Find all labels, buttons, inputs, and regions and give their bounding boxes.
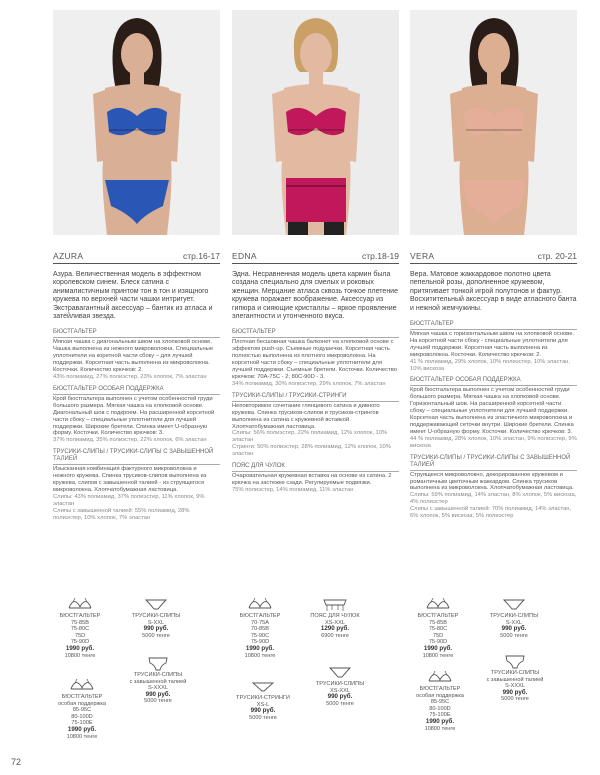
photo-frame (232, 10, 399, 235)
product-size: 75-85B (70, 619, 90, 626)
product-price-kzt: 5000 тенге (501, 696, 529, 703)
spec-block (410, 455, 577, 520)
spec-composition: Слипы: 56% полиэстер, 22% полиамид, 12% хлопок, 10% эластан Стринги: 50% полиэстер, 28% полиамид, 12% хлопок, 10% эластан (232, 430, 391, 458)
model-photo (53, 10, 220, 235)
product-price-kzt: 5000 тенге (249, 714, 277, 721)
spec-list (410, 321, 577, 520)
catalog-pages: стр. 20-21 (537, 251, 577, 261)
spec-block (232, 393, 399, 458)
product-price-rub: 1290 руб. (320, 625, 350, 633)
collection-description: Вера. Матовое жаккардовое полотно цвета пепельной розы, дополненное кружевом, притягивает тонкой игрой полутонов и фактур. Восхитительный аксессуар в виде атласного банта и нежной жемчужины. (410, 271, 577, 312)
spec-body: Мягкая чашка с горизонтальным швом на хлопковой основе. На корсетной части сбоку - специальные уплотнители для лучшей поддержки. Корсетная часть выполнена из микроволокна. Косточки. Количество крючков: 2. (410, 331, 575, 358)
spec-list (53, 329, 220, 521)
product-size: 75-90D (250, 639, 270, 646)
product-size: 75-90C (250, 632, 270, 639)
collection-header (53, 235, 220, 264)
product-price-kzt: 5000 тенге (326, 700, 354, 707)
product-size: 75D (432, 632, 444, 639)
spec-composition: 41 % полиамид, 29% хлопок, 10% полиэстер, 10% эластан, 10% вискоза (410, 358, 570, 372)
string-icon (250, 680, 276, 694)
product-title: ПОЯС ДЛЯ ЧУЛОК (310, 613, 360, 619)
product-title: БЮСТГАЛЬТЕР (417, 613, 459, 619)
product-card[interactable] (408, 671, 472, 732)
photo-frame (53, 10, 220, 235)
product-price-rub: 990 руб. (502, 688, 528, 696)
column-azura (53, 10, 220, 526)
product-size: 85-95C (72, 707, 92, 714)
product-card[interactable] (50, 679, 114, 740)
product-size: XS-XXL (325, 619, 345, 626)
product-card[interactable] (308, 666, 372, 707)
spec-title: БЮСТГАЛЬТЕР ОСОБАЯ ПОДДЕРЖКА (53, 386, 220, 395)
column-edna (232, 10, 399, 499)
spec-title: БЮСТГАЛЬТЕР (232, 329, 399, 338)
product-card[interactable] (483, 655, 547, 703)
product-subtitle: особая поддержка (57, 700, 107, 707)
product-price-rub: 1990 руб. (65, 644, 95, 652)
product-size: 70-75A (250, 619, 270, 626)
product-size: 75-90D (428, 639, 448, 646)
product-size: S-XXL (147, 619, 165, 626)
photo-frame (410, 10, 577, 235)
bra-icon (67, 598, 93, 612)
highwaist-briefs-icon (145, 657, 171, 671)
product-price-kzt: 10800 тенге (244, 652, 276, 659)
support-bra-icon (427, 671, 453, 685)
product-size: S-XXXL (148, 685, 168, 692)
column-vera (410, 10, 577, 525)
spec-title: ТРУСИКИ-СЛИПЫ / ТРУСИКИ-СЛИПЫ С ЗАВЫШЕННОЙ ТАЛИЕЙ (53, 449, 220, 465)
briefs-icon (501, 598, 527, 612)
product-card[interactable] (482, 598, 546, 639)
product-price-rub: 1990 руб. (423, 644, 453, 652)
product-price-kzt: 10800 тенге (64, 652, 96, 659)
product-price-kzt: 5000 тенге (500, 632, 528, 639)
collection-header (232, 235, 399, 264)
spec-composition: 37% полиамид, 35% полиэстер, 22% хлопок, 6% эластан (53, 437, 207, 444)
product-size: 75-80C (70, 626, 90, 633)
product-title: БЮСТГАЛЬТЕР (61, 694, 103, 700)
garter-belt-icon (322, 598, 348, 612)
page-number: 72 (11, 757, 22, 767)
spec-body: Крой бюстгальтера выполнен с учетом особенностей груди большого размера. Мягкая чашка на хлопковой основе. Диагональный шов с подкроем. На расширенной корсетной части сбоку – специальные уплотнители для лучшей поддержки. Широкие бретели. Спинка имеет U-образную форму. Косточки. Количество крючков: 3. (53, 395, 215, 437)
product-size: 75-85B (428, 619, 448, 626)
spec-body: Плотная бесшовная чашка балконет на хлопковой основе с эффектом push-up. Съемные подушечки. Корсетная часть полностью выполнена из плотного микроволокна. На корсетной части сбоку – специальные уплотнители для лучшей поддержки. Съемные бретели. Косточки. Количество крючков: 70A-75C - 2; 80C-90D - 3. (232, 339, 397, 380)
product-size: S-XXXL (505, 683, 525, 690)
spec-composition: 43% полиамид, 27% полиэстер, 23% хлопок, 7% эластан (53, 373, 207, 380)
product-card[interactable] (406, 598, 470, 659)
product-title: ТРУСИКИ-СЛИПЫ (131, 613, 181, 619)
spec-block (53, 386, 220, 444)
product-price-rub: 1990 руб. (245, 644, 275, 652)
product-subtitle: с завышенной талией (129, 678, 187, 685)
briefs-icon (143, 598, 169, 612)
product-title: ТРУСИКИ-СТРИНГИ (236, 695, 290, 701)
product-title: БЮСТГАЛЬТЕР (239, 613, 281, 619)
product-price-kzt: 10800 тенге (422, 652, 454, 659)
product-size: 85-95C (430, 699, 450, 706)
product-price-rub: 990 руб. (327, 693, 353, 701)
product-title: ТРУСИКИ-СЛИПЫ (315, 681, 365, 687)
collection-header (410, 235, 577, 264)
product-size: S-XXL (505, 619, 523, 626)
collection-name: AZURA (53, 251, 84, 261)
product-card[interactable] (126, 657, 190, 705)
spec-block (53, 449, 220, 521)
product-title: БЮСТГАЛЬТЕР (419, 686, 461, 692)
product-card[interactable] (231, 680, 295, 721)
collection-description: Азура. Величественная модель в эффектном королевском синем. Блеск сатина с анималистичным принтом тон в тон и изящного кружева по верхней части чашки интригует. Экстравагантный аксессуар – бантик из атласа и затейливая звезда. (53, 271, 213, 321)
product-size: 75D (74, 632, 86, 639)
product-title: ТРУСИКИ-СЛИПЫ (133, 672, 183, 678)
spec-block (232, 329, 399, 387)
product-size: 75-90D (70, 639, 90, 646)
spec-body: Мягкая чашка с диагональным швом на хлопковой основе. Чашка выполнена из нежного микроволокна. Специальные уплотнители на коретной части сбоку – для лучшей поддержки. Корсетная часть выполнена из микроволокна. Косточки. Количество крючков: 2. (53, 339, 214, 374)
spec-block (410, 377, 577, 449)
model-photo (232, 10, 399, 235)
product-size: 80-100D (429, 705, 451, 712)
product-price-rub: 990 руб. (143, 625, 169, 633)
spec-body: Очаровательная кружевная вставка на основе из сатина. 2 крючка на застежке сзади. Регулируемые подвязки. (232, 473, 392, 486)
briefs-icon (327, 666, 353, 680)
product-price-rub: 990 руб. (145, 690, 171, 698)
spec-title: БЮСТГАЛЬТЕР (53, 329, 220, 338)
product-title: ТРУСИКИ-СЛИПЫ (489, 613, 539, 619)
spec-composition: 75% полиэстер, 14% полиамид, 11% эластан (232, 486, 354, 493)
spec-block (232, 463, 399, 494)
product-size: XS-L (256, 701, 270, 708)
spec-body: Крой бюстгальтера выполнен с учетом особенностей груди большого размера. Мягкая чашка на хлопковой основе. Горизонтальный шов. На расширенной корсетной части сбоку – специальные уплотнители для лучшей поддержки. Корсетная часть выполнена из эластичного микроволокна и поддерживающей сеточки внутри. Широкие бретели. Спинка имеет U-образную форму. Косточки. Количество крючков: 3. (410, 387, 574, 435)
product-price-rub: 990 руб. (501, 625, 527, 633)
spec-body: Изысканная комбинация фактурного микроволокна и нежного кружева. Спинка трусиков-слипов выполнена из кружева, слипов с завышенной талией - из струящегося микроволокна. Хлопчатобумажная ластовица. (53, 466, 207, 493)
catalog-pages: стр.18-19 (362, 251, 399, 261)
spec-title: ТРУСИКИ-СЛИПЫ / ТРУСИКИ-СТРИНГИ (232, 393, 399, 402)
product-card[interactable] (124, 598, 188, 639)
product-size: 70-85B (250, 626, 270, 633)
product-price-kzt: 5000 тенге (142, 632, 170, 639)
product-card[interactable] (228, 598, 292, 659)
product-size: 75-80C (428, 626, 448, 633)
product-price-kzt: 6900 тенге (321, 632, 349, 639)
spec-composition: Слипы: 59% полиамид, 14% эластан, 8% хлопок, 5% вискоза, 4% полиэстер Слипы с завышенной талией: 70% полиамид, 14% эластан, 6% хлопок, 5% вискоза, 5% полиэстер (410, 492, 577, 520)
spec-title: БЮСТГАЛЬТЕР (410, 321, 577, 330)
spec-body: Неповторимое сочетание глянцевого сатина и дивного кружева. Спинка трусиков-слипов и трусиков-стрингов выполнена из сатина с кружевной вставкой. Хлопчатобумажная ластовица. (232, 402, 380, 430)
product-price-kzt: 5000 тенге (144, 698, 172, 705)
support-bra-icon (69, 679, 95, 693)
product-price-kzt: 10800 тенге (66, 733, 98, 740)
product-subtitle: с завышенной талией (486, 676, 544, 683)
catalog-pages: стр.16-17 (183, 251, 220, 261)
spec-composition: 44 % полиамид, 28% хлопок, 10% эластан, 9% полиэстер, 9% вискоза (410, 435, 577, 449)
spec-title: БЮСТГАЛЬТЕР ОСОБАЯ ПОДДЕРЖКА (410, 377, 577, 386)
product-price-rub: 1990 руб. (425, 717, 455, 725)
product-subtitle: особая поддержка (415, 692, 465, 699)
balconette-bra-icon (247, 598, 273, 612)
product-price-rub: 990 руб. (250, 707, 276, 715)
product-price-rub: 1990 руб. (67, 725, 97, 733)
product-size: 80-100D (71, 713, 93, 720)
model-photo (410, 10, 577, 235)
bra-icon (425, 598, 451, 612)
product-card[interactable] (303, 598, 367, 639)
product-title: БЮСТГАЛЬТЕР (59, 613, 101, 619)
collection-name: VERA (410, 251, 435, 261)
product-card[interactable] (48, 598, 112, 659)
collection-description: Эдна. Несравненная модель цвета кармин была создана специально для смелых и роковых женщин. Мерцание атласа сквозь тонкое плетение кружева поражает воображение. Аксессуар из гипюра и сияющие кристаллы – яркое проявление элегантности и утонченного вкуса. (232, 271, 398, 321)
spec-composition: Слипы: 43% полиамид, 37% полиэстер, 11% хлопок, 9% эластан Слипы с завышенной талией: 55% полиамид, 28% полиэстер, 10% хлопок, 7% эластан (53, 493, 205, 521)
collection-name: EDNA (232, 251, 257, 261)
spec-title: ТРУСИКИ-СЛИПЫ / ТРУСИКИ-СЛИПЫ С ЗАВЫШЕННОЙ ТАЛИЕЙ (410, 455, 577, 471)
spec-block (53, 329, 220, 380)
spec-body: Струящееся микроволокно, декорированное кружевом и романтичным цветочным жаккардом. Спинка трусиков выполнена из микроволокна. Хлопчатобумажная ластовица. (410, 471, 574, 492)
spec-list (232, 329, 399, 493)
product-title: ТРУСИКИ-СЛИПЫ (490, 670, 540, 676)
spec-block (410, 321, 577, 372)
product-size: 75-100E (71, 720, 93, 727)
highwaist-briefs-icon (502, 655, 528, 669)
product-size: XS-XXL (330, 687, 350, 694)
product-price-kzt: 10800 тенге (424, 725, 456, 732)
spec-composition: 34% полиамид, 30% полиэстер, 29% хлопок, 7% эластан (232, 380, 386, 387)
spec-title: ПОЯС ДЛЯ ЧУЛОК (232, 463, 399, 472)
product-size: 75-100E (429, 712, 451, 719)
